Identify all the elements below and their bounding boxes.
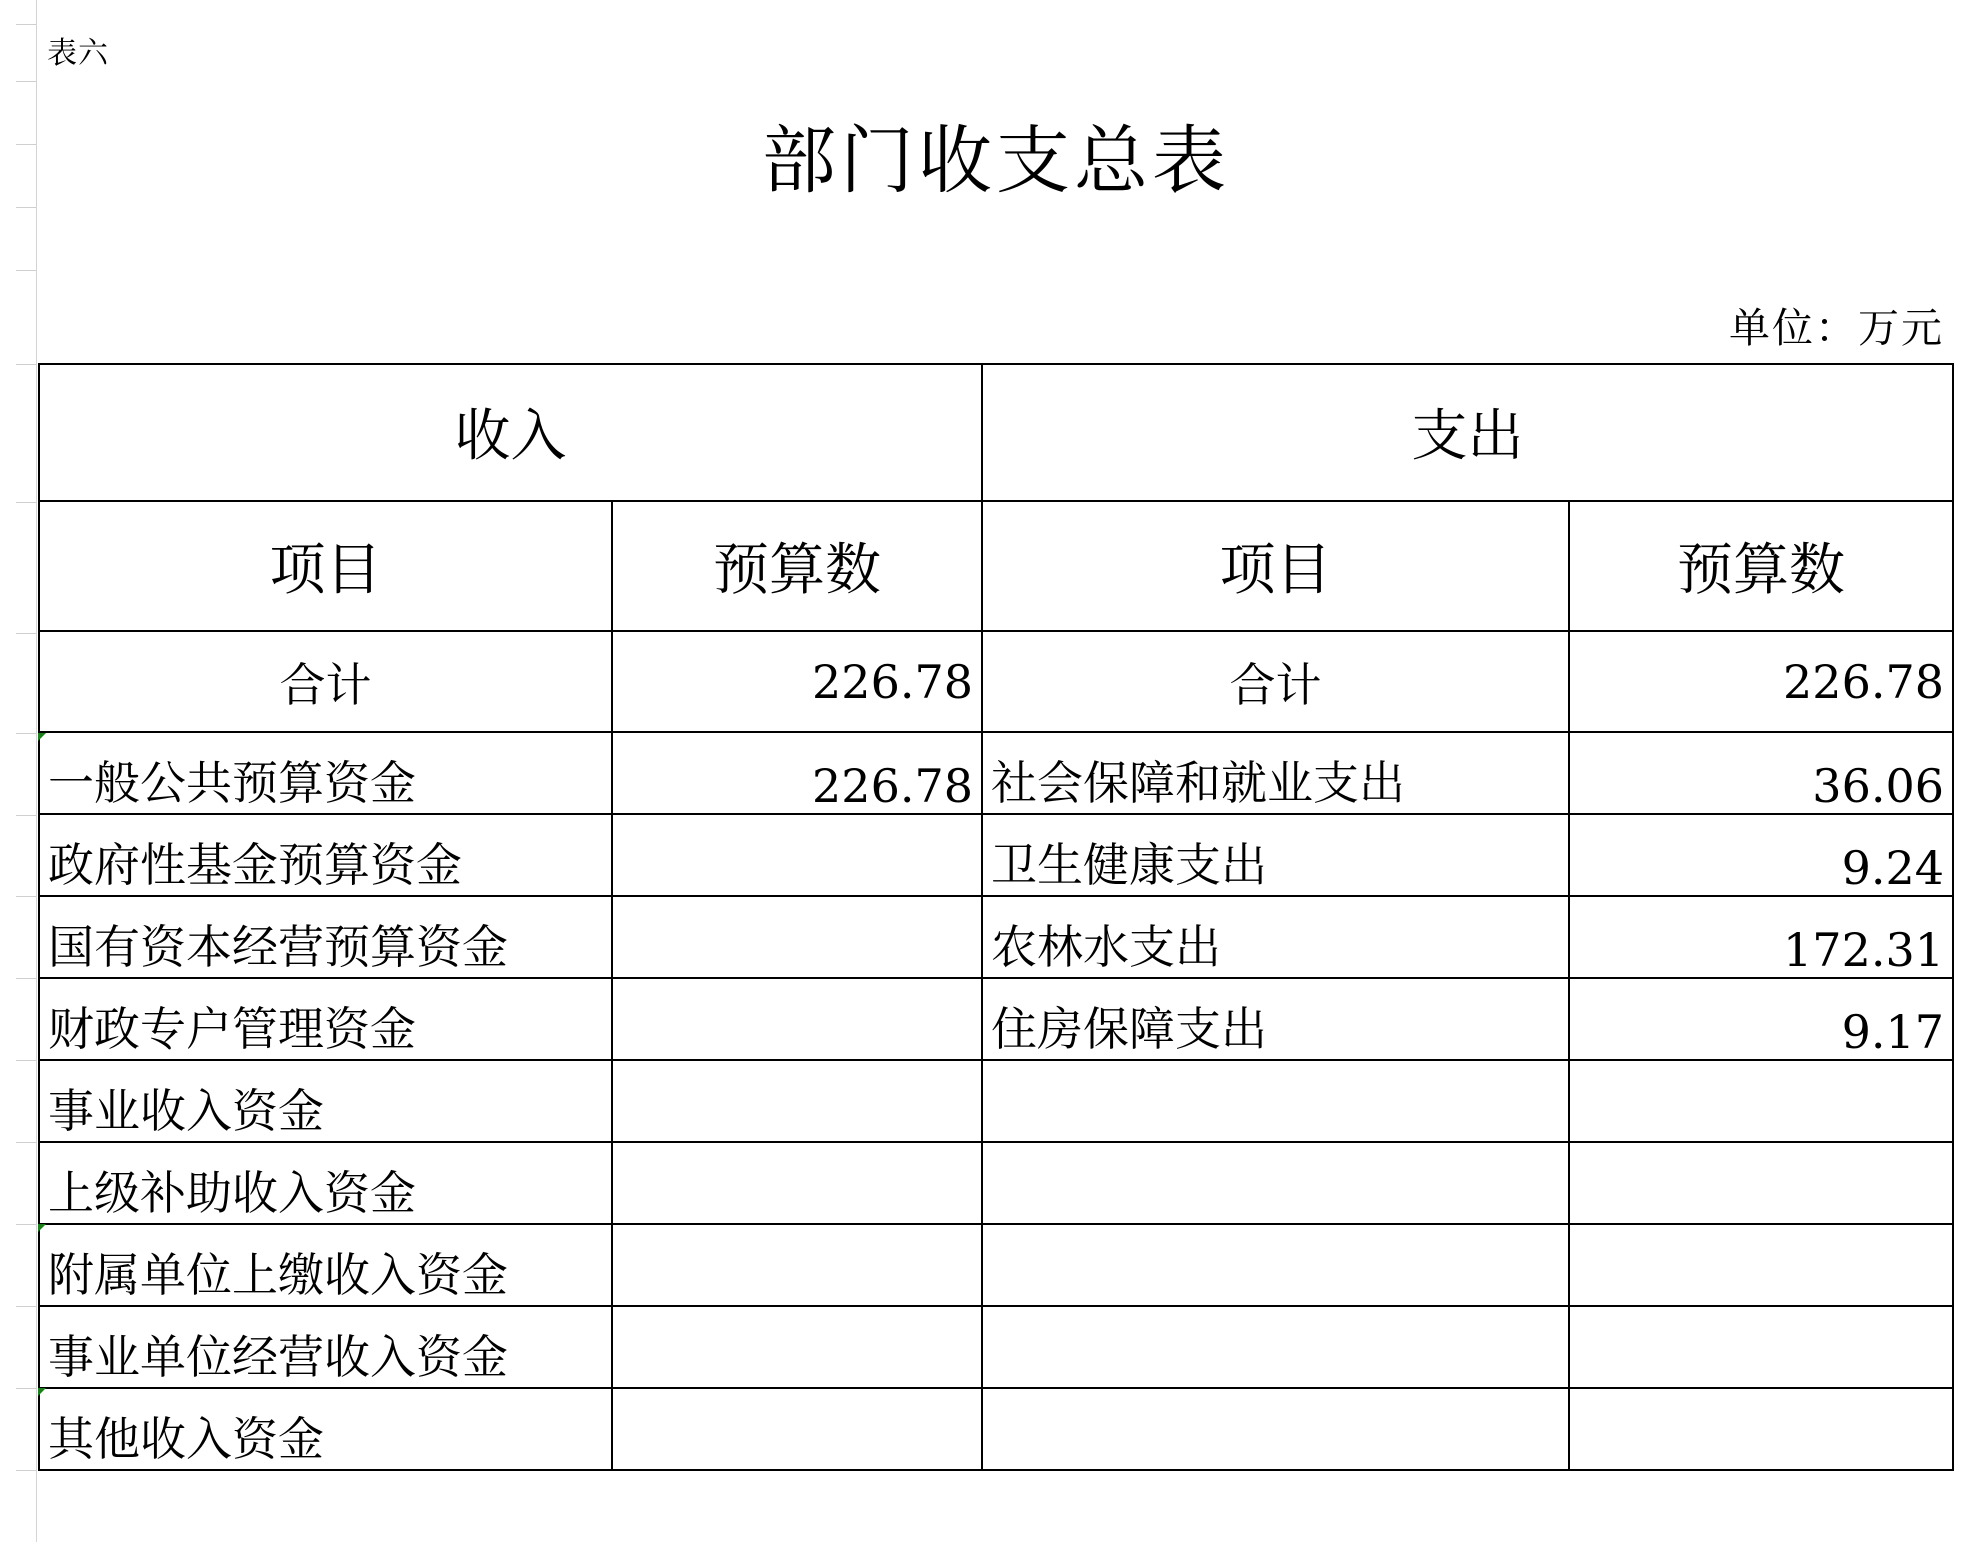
gutter-tick [16, 24, 36, 25]
income-value-cell[interactable]: 226.78 [612, 732, 982, 814]
expense-item-cell[interactable] [982, 1388, 1569, 1470]
gutter-tick [16, 1142, 36, 1143]
expense-total-value[interactable]: 226.78 [1569, 631, 1953, 732]
expense-item-cell[interactable] [982, 1306, 1569, 1388]
gutter-tick [16, 978, 36, 979]
gutter-tick [16, 733, 36, 734]
expense-item-cell[interactable] [982, 1224, 1569, 1306]
income-value-cell[interactable] [612, 978, 982, 1060]
expense-value-cell[interactable] [1569, 1060, 1953, 1142]
income-value-cell[interactable] [612, 1142, 982, 1224]
gutter-tick [16, 144, 36, 145]
income-item-cell[interactable]: 事业收入资金 [39, 1060, 612, 1142]
table-row [39, 1224, 1953, 1306]
expense-value-cell[interactable] [1569, 1306, 1953, 1388]
cell-comment-marker [38, 1388, 46, 1396]
gutter-tick [16, 502, 36, 503]
gutter-tick [16, 207, 36, 208]
expense-item-cell[interactable] [982, 1060, 1569, 1142]
expense-item-cell[interactable]: 农林水支出 [982, 896, 1569, 978]
expense-item-cell[interactable] [982, 1142, 1569, 1224]
income-value-cell[interactable] [612, 1060, 982, 1142]
gutter-tick [16, 1388, 36, 1389]
table-row [39, 896, 1953, 978]
expense-value-cell[interactable] [1569, 1388, 1953, 1470]
income-value-cell[interactable] [612, 814, 982, 896]
expense-group-header: 支出 [982, 364, 1953, 501]
income-item-cell[interactable]: 一般公共预算资金 [39, 732, 612, 814]
table-row [39, 1142, 1953, 1224]
income-item-cell[interactable]: 上级补助收入资金 [39, 1142, 612, 1224]
income-item-cell[interactable]: 政府性基金预算资金 [39, 814, 612, 896]
gutter-tick [16, 1470, 36, 1471]
expense-budget-header: 预算数 [1569, 501, 1953, 632]
gutter-tick [16, 81, 36, 82]
cell-comment-marker [38, 733, 46, 741]
gutter-tick [16, 270, 36, 271]
income-value-cell[interactable] [612, 1224, 982, 1306]
expense-item-cell[interactable]: 卫生健康支出 [982, 814, 1569, 896]
row-gutter [0, 0, 37, 1542]
expense-value-cell[interactable]: 36.06 [1569, 732, 1953, 814]
gutter-tick [16, 1224, 36, 1225]
expense-value-cell[interactable]: 172.31 [1569, 896, 1953, 978]
gutter-tick [16, 896, 36, 897]
expense-item-cell[interactable]: 住房保障支出 [982, 978, 1569, 1060]
gutter-tick [16, 364, 36, 365]
gutter-tick [16, 1306, 36, 1307]
expense-value-cell[interactable]: 9.17 [1569, 978, 1953, 1060]
expense-value-cell[interactable] [1569, 1142, 1953, 1224]
table-row [39, 1306, 1953, 1388]
unit-label: 单位：万元 [1729, 304, 1944, 352]
income-total-label[interactable]: 合计 [39, 631, 612, 732]
page-title: 部门收支总表 [762, 118, 1230, 204]
expense-item-cell[interactable]: 社会保障和就业支出 [982, 732, 1569, 814]
income-item-cell[interactable]: 附属单位上缴收入资金 [39, 1224, 612, 1306]
income-budget-header: 预算数 [612, 501, 982, 632]
income-group-header: 收入 [39, 364, 982, 501]
cell-comment-marker [38, 1224, 46, 1232]
expense-total-label[interactable]: 合计 [982, 631, 1569, 732]
table-row [39, 814, 1953, 896]
expense-item-header: 项目 [982, 501, 1569, 632]
table-row [39, 1388, 1953, 1470]
income-item-header: 项目 [39, 501, 612, 632]
total-row [39, 631, 1953, 732]
group-header-row [39, 364, 1953, 501]
income-value-cell[interactable] [612, 1306, 982, 1388]
income-value-cell[interactable] [612, 1388, 982, 1470]
expense-value-cell[interactable]: 9.24 [1569, 814, 1953, 896]
income-item-cell[interactable]: 国有资本经营预算资金 [39, 896, 612, 978]
gutter-tick [16, 815, 36, 816]
sheet-label: 表六 [47, 36, 109, 71]
expense-value-cell[interactable] [1569, 1224, 1953, 1306]
table-row [39, 732, 1953, 814]
table-row [39, 978, 1953, 1060]
income-total-value[interactable]: 226.78 [612, 631, 982, 732]
column-header-row [39, 501, 1953, 632]
budget-table [38, 363, 1954, 1471]
income-item-cell[interactable]: 财政专户管理资金 [39, 978, 612, 1060]
gutter-tick [16, 633, 36, 634]
income-value-cell[interactable] [612, 896, 982, 978]
gutter-tick [16, 1060, 36, 1061]
income-item-cell[interactable]: 事业单位经营收入资金 [39, 1306, 612, 1388]
table-row [39, 1060, 1953, 1142]
income-item-cell[interactable]: 其他收入资金 [39, 1388, 612, 1470]
